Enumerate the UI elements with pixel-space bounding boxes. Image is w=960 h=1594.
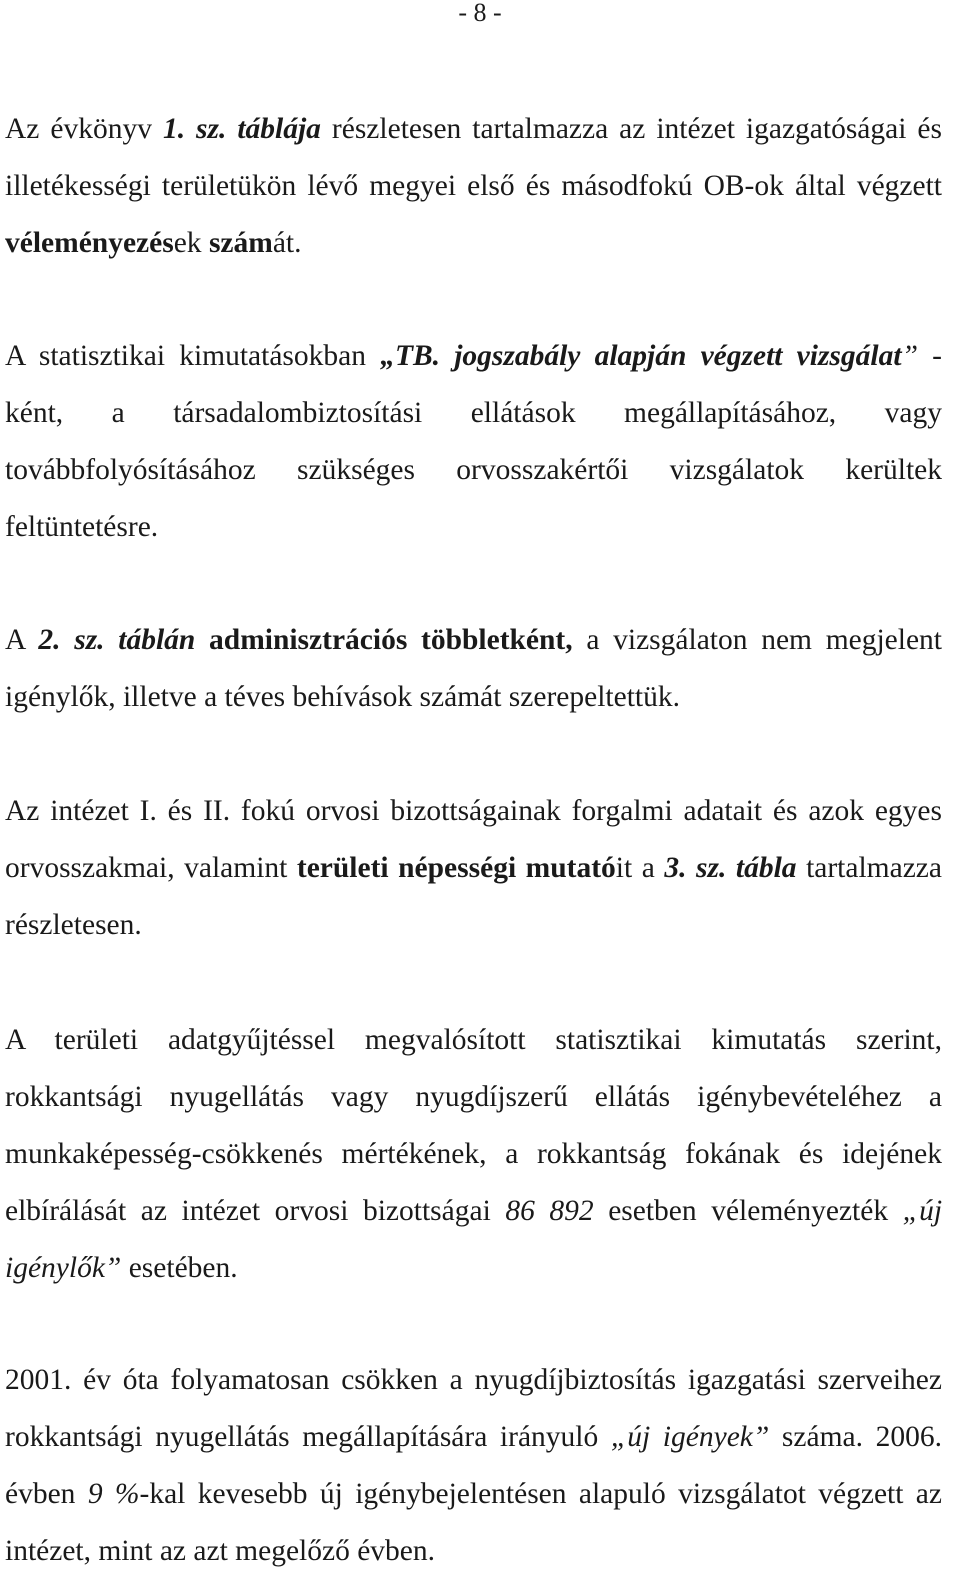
quoted-term: „TB. jogszabály alapján végzett vizsgálat — [380, 340, 902, 372]
emphasis: területi népességi mutató — [296, 852, 616, 884]
paragraph-table-3 — [5, 783, 942, 954]
quoted-term: „új igények” — [610, 1421, 770, 1453]
text: esetben véleményezték — [593, 1195, 903, 1227]
text: tartalmazza részletesen. — [5, 852, 942, 941]
text: részletesen tartalmazza az intézet igazgatóságai és illetékességi területükön lévő megyei első és másodfokú OB-ok által végzett — [5, 113, 942, 202]
text: 2001. év óta folyamatosan csökken a nyugdíjbiztosítás igazgatási szerveihez rokkantsági nyugellátás megállapítására irányuló — [5, 1364, 942, 1453]
text: -ként, a társadalombiztosítási ellátások megállapításához, vagy továbbfolyósításához szükséges orvosszakértői vizsgálatok kerültek feltüntetésre. — [5, 340, 942, 543]
table-reference: 3. sz. tábla — [664, 852, 797, 884]
text: A területi adatgyűjtéssel megvalósított statisztikai kimutatás szerint, rokkantsági nyugellátás vagy nyugdíjszerű ellátás igénybevételéhez a munkaképesség-csökkenés mértékének, a rokkantság fokának és idejének elbírálását az intézet orvosi bizottságai — [5, 1024, 942, 1227]
paragraph-yearbook-table-1 — [5, 101, 942, 272]
emphasis: szám — [208, 227, 273, 259]
text: -kal kevesebb új igénybejelentésen alapuló vizsgálatot végzett az intézet, mint az azt megelőző évben. — [5, 1478, 942, 1567]
text: a vizsgálaton nem megjelent igénylők, illetve a téves behívások számát szerepeltettük. — [5, 624, 943, 713]
text: esetében. — [121, 1252, 238, 1284]
text: át. — [272, 227, 302, 259]
quoted-term: „új igénylők” — [5, 1195, 943, 1284]
paragraph-regional-data — [5, 1012, 942, 1297]
text: A — [5, 624, 39, 656]
text — [195, 624, 209, 656]
emphasis: véleményezés — [5, 227, 174, 259]
text: Az évkönyv — [5, 113, 163, 145]
table-reference: 1. sz. táblája — [162, 113, 321, 145]
case-count: 86 892 — [505, 1195, 594, 1227]
text: A statisztikai kimutatásokban — [5, 340, 381, 372]
text: it a — [615, 852, 665, 884]
paragraph-new-claims-trend — [5, 1352, 942, 1580]
percentage: 9 % — [87, 1478, 140, 1510]
text: ek — [173, 227, 209, 259]
table-reference: 2. sz. táblán — [38, 624, 196, 656]
page-number: - 8 - — [458, 0, 502, 27]
closing-quote: ” — [901, 340, 918, 372]
paragraph-table-2 — [5, 612, 942, 726]
text: Az intézet I. és II. fokú orvosi bizottságainak forgalmi adatait és azok egyes orvosszakmai, valamint — [5, 795, 942, 884]
text: száma. 2006. évben — [5, 1421, 942, 1510]
paragraph-statistics-tb — [5, 328, 942, 556]
emphasis: adminisztrációs többletként, — [209, 624, 573, 656]
